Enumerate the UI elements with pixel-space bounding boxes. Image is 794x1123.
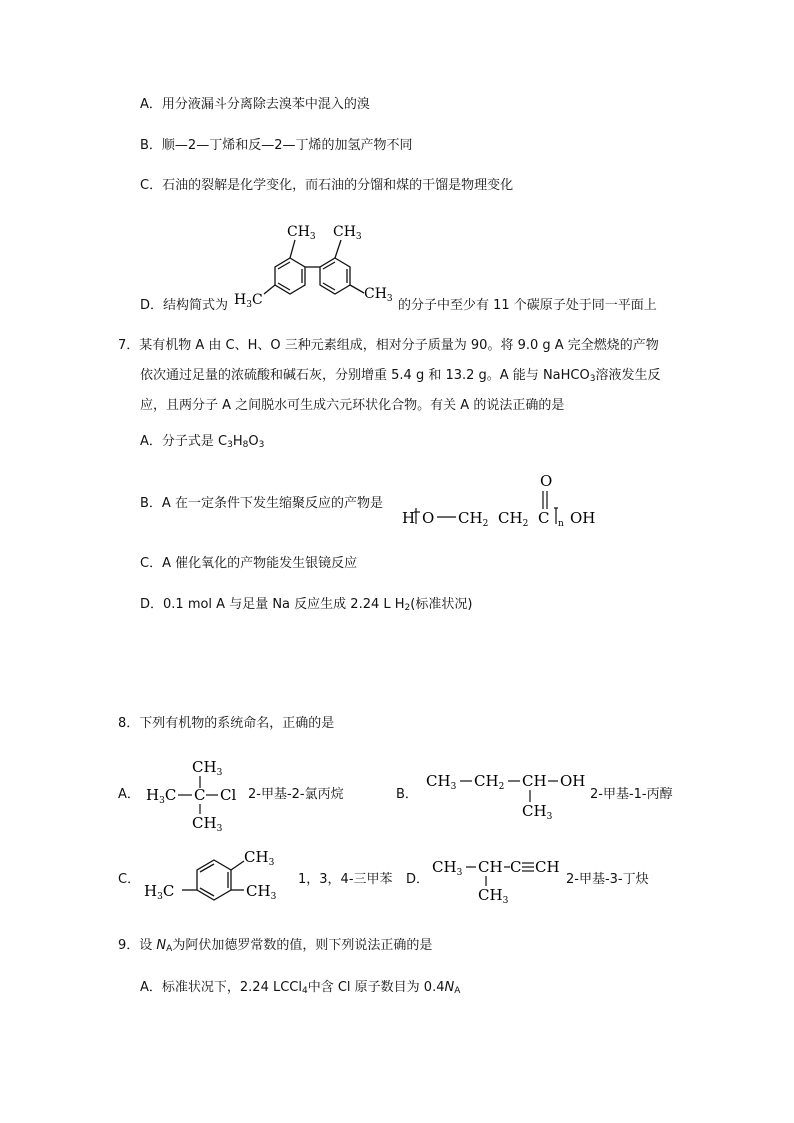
q8-b-ch: CH: [522, 772, 547, 790]
q7-h-label: H: [402, 509, 416, 527]
q8-option-c-name: 1，3，4-三甲苯: [298, 872, 393, 887]
q7-stem-line-1: 7．某有机物 A 由 C、H、O 三种元素组成，相对分子质量为 90。将 9.0 g A 完全燃烧的产物: [118, 338, 659, 353]
q6-option-a: A．用分液漏斗分离除去溴苯中混入的溴: [140, 97, 370, 112]
q7-c-label: C: [538, 509, 550, 527]
q8-option-a-label: A．: [118, 787, 140, 802]
q6-biphenyl-structure: [232, 218, 400, 318]
q7-n-subscript: n: [558, 519, 564, 529]
q8-d-ch-end: CH: [535, 858, 560, 876]
q8-a-center-c: C: [194, 786, 206, 804]
q6-ch3-label-1: $CH_3$: [287, 224, 316, 242]
q8-a-cl: Cl: [220, 786, 237, 804]
q8-option-a-structure: [144, 756, 244, 832]
q8-stem: 8．下列有机物的系统命名，正确的是: [118, 716, 335, 731]
q7-polyester-structure: [400, 470, 610, 530]
q9-stem: 9．设 $N_A$为阿伏加德罗常数的值，则下列说法正确的是: [118, 938, 433, 954]
q7-ch2-label-1: $CH_2$: [458, 509, 489, 529]
q8-c-h3c-left: $H_3C$: [144, 882, 175, 902]
q6-option-b: B．顺—2—丁烯和反—2—丁烯的加氢产物不同: [140, 138, 413, 153]
q8-option-b-structure: [424, 766, 590, 824]
q6-h3c-label: $H_3C$: [234, 292, 263, 310]
q6-ch3-label-3: $CH_3$: [364, 286, 393, 304]
q8-option-d-structure: [430, 852, 564, 904]
q8-a-ch3-bottom: $CH_3$: [192, 814, 223, 832]
q7-ch2-label-2: $CH_2$: [498, 509, 529, 529]
q8-option-a-name: 2-甲基-2-氯丙烷: [248, 787, 344, 802]
q8-b-ch3: $CH_3$: [426, 772, 457, 792]
q8-option-b-label: B．: [396, 787, 418, 802]
q8-d-ch: CH: [478, 858, 503, 876]
q7-o-label: O: [422, 509, 435, 527]
q7-stem-line-3: 应，且两分子 A 之间脱水可生成六元环状化合物。有关 A 的说法正确的是: [140, 398, 565, 413]
q8-option-d-name: 2-甲基-3-丁炔: [566, 872, 649, 887]
q8-d-ch3: $CH_3$: [432, 858, 463, 878]
q7-carbonyl-o: O: [540, 472, 553, 490]
q8-b-ch3-bottom: $CH_3$: [522, 802, 553, 822]
q8-a-ch3-top: $CH_3$: [192, 758, 223, 778]
q9-option-a: A．标准状况下，2.24 LCCl$_4$中含 Cl 原子数目为 $0.4N_A$: [140, 980, 461, 996]
q6-option-d-prefix: D．结构简式为: [140, 298, 229, 313]
q8-option-d-label: D．: [406, 872, 430, 887]
q8-option-c-structure: [144, 840, 294, 916]
q7-option-a: A．分子式是 $C_3H_8O_3$: [140, 434, 265, 450]
q6-option-d-suffix: 的分子中至少有 11 个碳原子处于同一平面上: [398, 298, 657, 313]
q8-b-oh: OH: [560, 772, 586, 790]
q8-c-ch3-top: $CH_3$: [244, 848, 275, 868]
q8-a-h3c: $H_3C$: [146, 786, 177, 806]
q7-oh-label: OH: [570, 509, 596, 527]
q7-option-b: B．A 在一定条件下发生缩聚反应的产物是: [140, 496, 383, 511]
q8-d-c: C: [510, 858, 522, 876]
q6-ch3-label-2: $CH_3$: [333, 224, 362, 242]
q6-option-c: C．石油的裂解是化学变化，而石油的分馏和煤的干馏是物理变化: [140, 178, 514, 193]
q8-b-ch2: $CH_2$: [474, 772, 505, 792]
q8-d-ch3-bottom: $CH_3$: [478, 886, 509, 904]
q7-option-c: C．A 催化氧化的产物能发生银镜反应: [140, 556, 358, 571]
q8-option-b-name: 2-甲基-1-丙醇: [590, 787, 673, 802]
q8-c-ch3-right: $CH_3$: [246, 882, 277, 902]
q7-stem-line-2: 依次通过足量的浓硫酸和碱石灰，分别增重 5.4 g 和 13.2 g。A 能与 NaHCO$_3$溶液发生反: [140, 368, 661, 384]
q7-option-d: D．0.1 mol A 与足量 Na 反应生成 2.24 L $H_2$(标准状况): [140, 597, 473, 613]
q8-option-c-label: C．: [118, 872, 141, 887]
